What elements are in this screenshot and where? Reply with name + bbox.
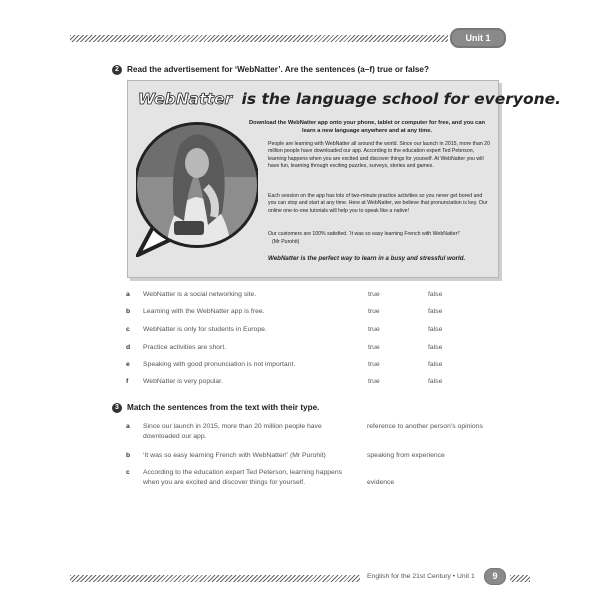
tf-item-e (0, 361, 600, 373)
item-text: Speaking with good pronunciation is not important. (143, 361, 296, 368)
false-option[interactable]: false (428, 361, 443, 368)
item-text: Learning with the WebNatter app is free. (143, 308, 265, 315)
ad-paragraph-1: People are learning with WebNatter all around the world. Since our launch in 2015, more than 20 million people have downloaded our app. According to the education expert Ted Peterson, learning happens when you are excited and discover things for yourself. At WebNatter you will have fun, learning through exciting puzzles, surveys, stories and games. (268, 141, 490, 169)
item-letter: f (126, 378, 129, 385)
unit-label: Unit 1 (450, 28, 506, 48)
ad-paragraph-3: Our customers are 100% satisfied. ‘It was so easy learning French with WebNatter!’ (268, 231, 460, 237)
true-option[interactable]: true (368, 326, 380, 333)
item-text: WebNatter is only for students in Europe. (143, 326, 267, 333)
item-letter: b (126, 308, 131, 315)
footer-rule-right (510, 575, 530, 582)
advertisement (127, 80, 562, 278)
item-letter: c (126, 326, 130, 333)
exercise-3-instruction: Match the sentences from the text with their type. (127, 403, 320, 412)
tf-item-c (0, 326, 600, 338)
tf-item-a (0, 291, 600, 303)
ad-subheading: Download the WebNatter app onto your phone, tablet or computer for free, and you can learn a new language anywhere and at any time. (249, 120, 485, 134)
true-option[interactable]: true (368, 291, 380, 298)
false-option[interactable]: false (428, 308, 443, 315)
true-option[interactable]: true (368, 308, 380, 315)
exercise-3-number: 3 (112, 403, 122, 413)
ad-attribution: (Mr Purohit) (272, 239, 300, 245)
footer-text: English for the 21st Century • Unit 1 (367, 573, 475, 580)
webnatter-logo: WebNatter (138, 90, 233, 108)
item-text: Practice activities are short. (143, 344, 227, 351)
item-text: WebNatter is a social networking site. (143, 291, 257, 298)
false-option[interactable]: false (428, 344, 443, 351)
true-option[interactable]: true (368, 361, 380, 368)
item-text: WebNatter is very popular. (143, 378, 223, 385)
ad-headline (138, 90, 562, 108)
true-option[interactable]: true (368, 344, 380, 351)
false-option[interactable]: false (428, 378, 443, 385)
exercise-2-instruction: Read the advertisement for ‘WebNatter’. Are the sentences (a–f) true or false? (127, 65, 429, 74)
footer-rule (70, 575, 360, 582)
exercise-2-number: 2 (112, 65, 122, 75)
page-number: 9 (484, 568, 506, 585)
tf-item-d (0, 344, 600, 356)
true-option[interactable]: true (368, 378, 380, 385)
match-sentence-a: Since our launch in 2015, more than 20 million people have downloaded our app. (143, 423, 322, 440)
ad-headline-text: is the language school for everyone. (241, 90, 562, 108)
ad-closing: WebNatter is the perfect way to learn in a busy and stressful world. (268, 255, 466, 262)
item-letter: e (126, 361, 130, 368)
match-type-2[interactable]: speaking from experience (367, 452, 445, 459)
match-sentence-b: ‘It was so easy learning French with WebNatter!’ (Mr Purohit) (143, 452, 326, 459)
tf-item-f (0, 378, 600, 390)
false-option[interactable]: false (428, 291, 443, 298)
item-letter: a (126, 291, 130, 298)
student-photo (136, 117, 258, 257)
tf-item-b (0, 308, 600, 320)
match-type-1[interactable]: reference to another person’s opinions (367, 423, 483, 430)
match-type-3[interactable]: evidence (367, 479, 395, 486)
match-letter-a: a (126, 423, 130, 430)
item-letter: d (126, 344, 131, 351)
match-letter-c: c (126, 469, 130, 476)
false-option[interactable]: false (428, 326, 443, 333)
header-rule (70, 35, 448, 42)
match-sentence-c: According to the education expert Ted Peterson, learning happens when you are excited and discover things for yourself. (143, 469, 343, 486)
match-letter-b: b (126, 452, 131, 459)
ad-paragraph-2: Each session on the app has lots of two-minute practice activities so you never get bored and you can stop and start at any time. Here at WebNatter, we believe that pronunciation is key. Our online one-to-one tutorials will help you to speak like a native! (268, 193, 488, 214)
